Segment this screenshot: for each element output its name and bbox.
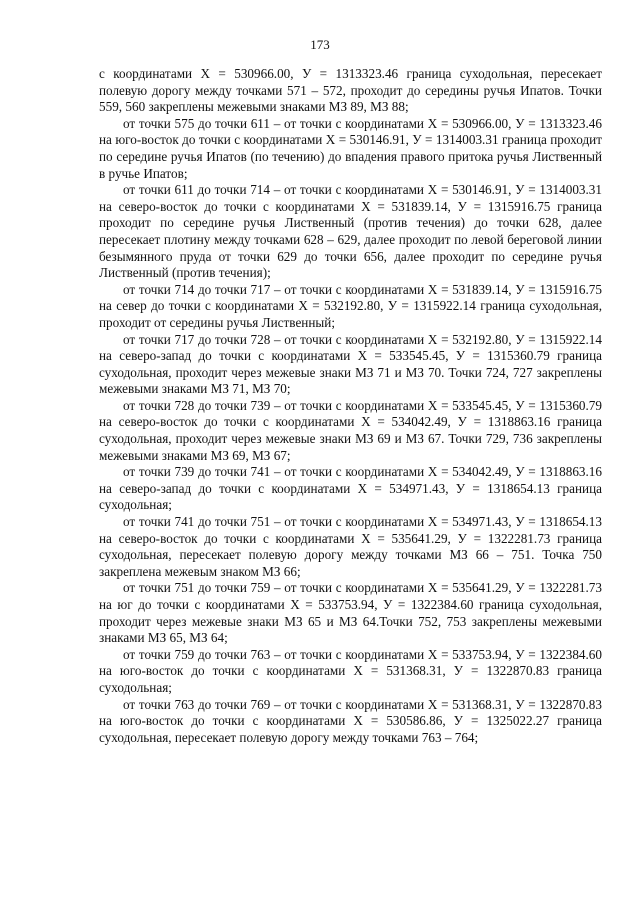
paragraph-5: от точки 717 до точки 728 – от точки с координатами Х = 532192.80, У = 1315922.14 на северо-запад до точки с координатами Х = 533545.45, У = 1315360.79 граница суходольная, проходит через межевые знаки МЗ 71 и МЗ 70. Точки 724, 727 закреплены межевыми знаками МЗ 71, МЗ 70; <box>99 331 602 397</box>
paragraph-6: от точки 728 до точки 739 – от точки с координатами Х = 533545.45, У = 1315360.79 на северо-восток до точки с координатами Х = 534042.49, У = 1318863.16 граница суходольная, проходит через межевые знаки МЗ 69 и МЗ 67. Точки 729, 736 закреплены межевыми знаками МЗ 69, МЗ 67; <box>99 397 602 463</box>
paragraph-10: от точки 759 до точки 763 – от точки с координатами Х = 533753.94, У = 1322384.60 на юго-восток до точки с координатами Х = 531368.31, У = 1322870.83 граница суходольная; <box>99 646 602 695</box>
paragraph-3: от точки 611 до точки 714 – от точки с координатами Х = 530146.91, У = 1314003.31 на северо-восток до точки с координатами Х = 531839.14, У = 1315916.75 граница проходит по середине ручья Лиственный (против течения) до точки 628, далее пересекает плотину между точками 628 – 629, далее проходит по левой береговой линии безымянного пруда от точки 629 до точки 656, далее проходит по середине ручья Лиственный (против течения); <box>99 182 602 281</box>
paragraph-2: от точки 575 до точки 611 – от точки с координатами Х = 530966.00, У = 1313323.46 на юго-восток до точки с координатами Х = 530146.91, У = 1314003.31 граница проходит по середине ручья Ипатов (по течению) до впадения правого притока ручья Лиственный в ручье Ипатов; <box>99 115 602 181</box>
paragraph-9: от точки 751 до точки 759 – от точки с координатами Х = 535641.29, У = 1322281.73 на юг до точки с координатами Х = 533753.94, У = 1322384.60 граница суходольная, проходит через межевые знаки МЗ 65 и МЗ 64.Точки 752, 753 закреплены межевыми знаками МЗ 65, МЗ 64; <box>99 580 602 646</box>
paragraph-7: от точки 739 до точки 741 – от точки с координатами Х = 534042.49, У = 1318863.16 на северо-запад до точки с координатами Х = 534971.43, У = 1318654.13 граница суходольная; <box>99 464 602 513</box>
paragraph-11: от точки 763 до точки 769 – от точки с координатами Х = 531368.31, У = 1322870.83 на юго-восток до точки с координатами Х = 530586.86, У = 1325022.27 граница суходольная, пересекает полевую дорогу между точками 763 – 764; <box>99 696 602 745</box>
paragraph-4: от точки 714 до точки 717 – от точки с координатами Х = 531839.14, У = 1315916.75 на север до точки с координатами Х = 532192.80, У = 1315922.14 граница суходольная, проходит от середины ручья Лиственный; <box>99 281 602 330</box>
paragraph-8: от точки 741 до точки 751 – от точки с координатами Х = 534971.43, У = 1318654.13 на северо-восток до точки с координатами Х = 535641.29, У = 1322281.73 граница суходольная, пересекает полевую дорогу между точками МЗ 66 – 751. Точка 750 закреплена межевым знаком МЗ 66; <box>99 514 602 579</box>
document-body <box>99 66 602 746</box>
page-number: 173 <box>310 37 330 52</box>
paragraph-1: с координатами Х = 530966.00, У = 1313323.46 граница суходольная, пересекает полевую дорогу между точками 571 – 572, проходит до середины ручья Ипатов. Точки 559, 560 закреплены межевыми знаками МЗ 89, МЗ 88; <box>99 66 602 115</box>
